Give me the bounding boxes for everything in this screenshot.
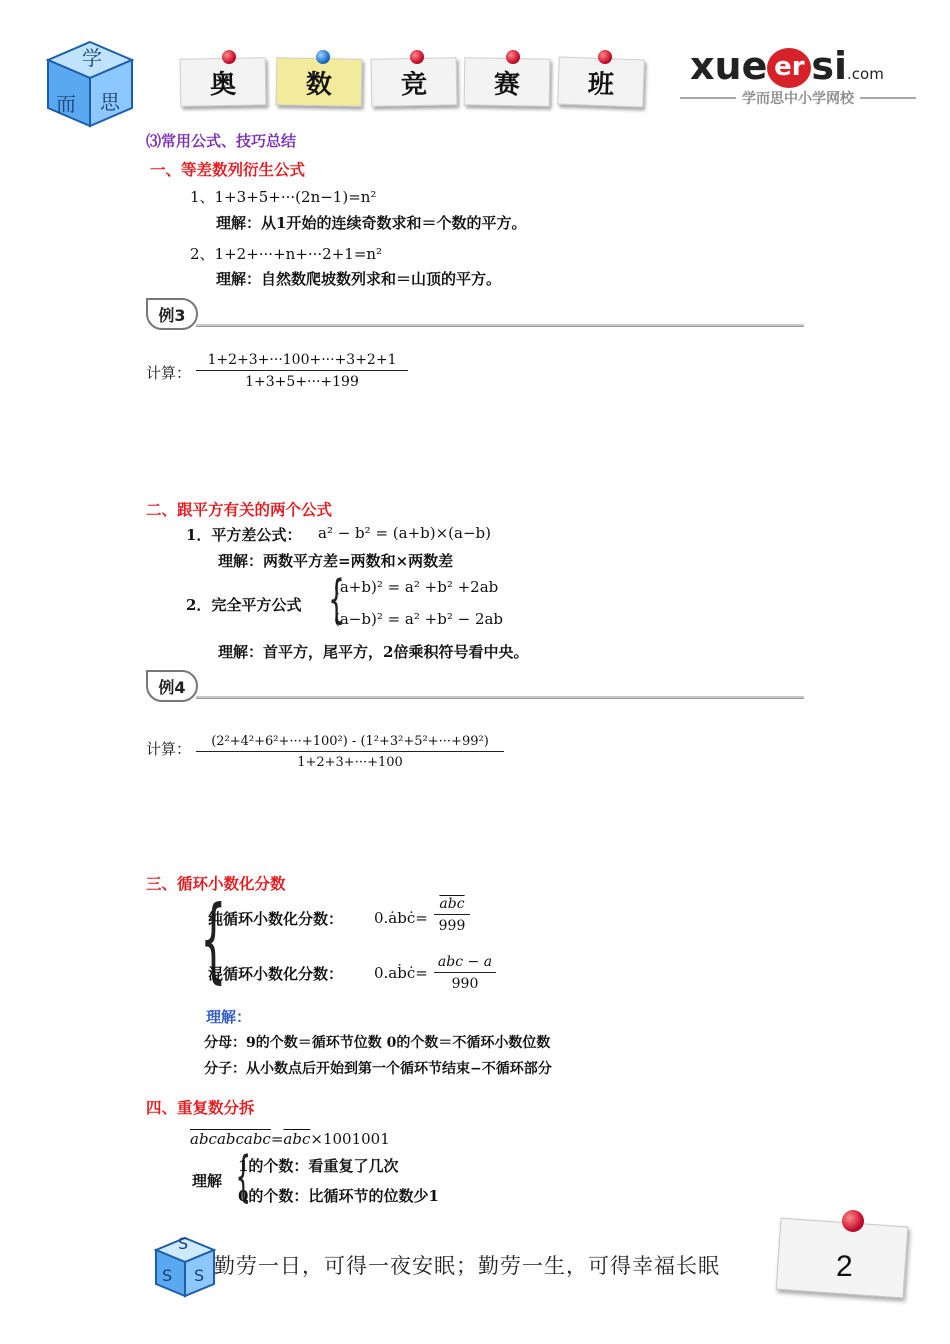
intro-heading: ⑶常用公式、技巧总结: [146, 132, 297, 150]
page-number: 2: [836, 1250, 853, 1283]
s2-f2-label: 2．完全平方公式: [186, 596, 302, 614]
s4-note-1: 1的个数：看重复了几次: [238, 1157, 399, 1175]
s2-f1-note: 理解：两数平方差=两数和×两数差: [218, 552, 454, 570]
pin-icon: [316, 50, 330, 64]
brace-icon: {: [200, 886, 227, 993]
ex4-numerator: (2²+4²+6²+···+100²) - (1²+3²+5²+···+99²): [196, 734, 504, 752]
footer-logo-cube: S S S: [154, 1236, 216, 1298]
pin-icon: [222, 50, 236, 64]
header-tab-shu: 数: [276, 57, 363, 106]
s4-equation: $abcabcabc=\overline{abc}\times 1001001$: [190, 1130, 390, 1148]
ex4-label: 计算：: [146, 740, 192, 758]
ex4-denominator: 1+2+3+···+100: [297, 755, 403, 770]
header-tab-ao: 奥: [180, 57, 267, 106]
s1-note-2: 理解：自然数爬坡数列求和＝山顶的平方。: [216, 270, 502, 288]
header-tab-ban: 班: [557, 57, 645, 108]
ex3-denominator: 1+3+5+···+199: [245, 374, 359, 390]
section4-title: 四、重复数分拆: [146, 1098, 255, 1117]
s2-f2-line1: (a+b)² = a² +b² +2ab: [334, 578, 499, 596]
s3-pure-denominator: 999: [438, 918, 466, 934]
s3-note-title: 理解：: [206, 1008, 252, 1026]
footer-motto: 勤劳一日，可得一夜安眠；勤劳一生，可得幸福长眠: [214, 1254, 720, 1278]
s3-pure-value: 0.ȧbċ=: [374, 909, 428, 927]
ex4-fraction: [196, 734, 504, 770]
s1-formula-2: 2、1+2+···+n+···2+1=n²: [190, 245, 383, 263]
brace-icon: {: [328, 570, 345, 630]
logo-cube: [44, 38, 136, 130]
s1-formula-1: 1、1+3+5+···(2n−1)=n²: [190, 188, 377, 206]
example-4-divider: [196, 696, 804, 699]
pin-icon: [598, 50, 612, 64]
s4-note-label: 理解: [192, 1172, 223, 1190]
brand-logo: xue er si.com: [690, 44, 884, 88]
example-3-divider: [196, 324, 804, 327]
s3-pure-label: 纯循环小数化分数：: [208, 910, 344, 928]
s3-pure-numerator: $\overline{abc}$: [434, 896, 470, 915]
s3-mixed-fraction: [434, 954, 496, 992]
section2-title: 二、跟平方有关的两个公式: [146, 500, 333, 519]
s2-f2-line2: (a−b)² = a² +b² − 2ab: [334, 610, 504, 628]
s3-mixed-label: 混循环小数化分数：: [208, 965, 344, 983]
pin-icon: [506, 50, 520, 64]
logo-char-3: 思: [100, 90, 120, 114]
s3-note-1: 分母：9的个数＝循环节位数 0的个数＝不循环小数位数: [204, 1035, 551, 1051]
header-tab-jing: 竞: [371, 57, 458, 106]
s3-mixed-value: 0.aḃċ=: [374, 964, 428, 982]
pin-icon: [410, 50, 424, 64]
ex3-numerator: 1+2+3+···100+···+3+2+1: [196, 352, 408, 371]
s1-note-1: 理解：从1开始的连续奇数求和＝个数的平方。: [216, 214, 527, 232]
ex3-fraction: [196, 352, 408, 390]
header-tab-sai: 赛: [464, 57, 551, 106]
s2-f2-note: 理解：首平方，尾平方，2倍乘积符号看中央。: [218, 643, 529, 661]
s3-mixed-numerator: abc − a: [434, 954, 496, 973]
brace-icon: {: [235, 1145, 251, 1208]
logo-char-2: 而: [56, 92, 76, 116]
logo-char-1: 学: [82, 46, 102, 70]
s4-note-2: 0的个数：比循环节的位数少1: [238, 1187, 439, 1205]
section1-title: 一、等差数列衍生公式: [150, 160, 306, 179]
brand-tagline: 学而思中小学网校: [680, 88, 916, 108]
s3-pure-fraction: [434, 896, 470, 934]
s2-f1-math: a² − b² = (a+b)×(a−b): [318, 524, 491, 542]
section3-title: 三、循环小数化分数: [146, 874, 286, 893]
s3-note-2: 分子：从小数点后开始到第一个循环节结束−不循环部分: [204, 1061, 552, 1077]
pin-icon: [842, 1210, 864, 1232]
example-3-badge: 例3: [146, 298, 198, 330]
example-4-badge: 例4: [146, 670, 198, 702]
ex3-label: 计算：: [146, 364, 192, 382]
s2-f1-label: 1．平方差公式：: [186, 526, 302, 544]
s3-mixed-denominator: 990: [451, 976, 479, 992]
